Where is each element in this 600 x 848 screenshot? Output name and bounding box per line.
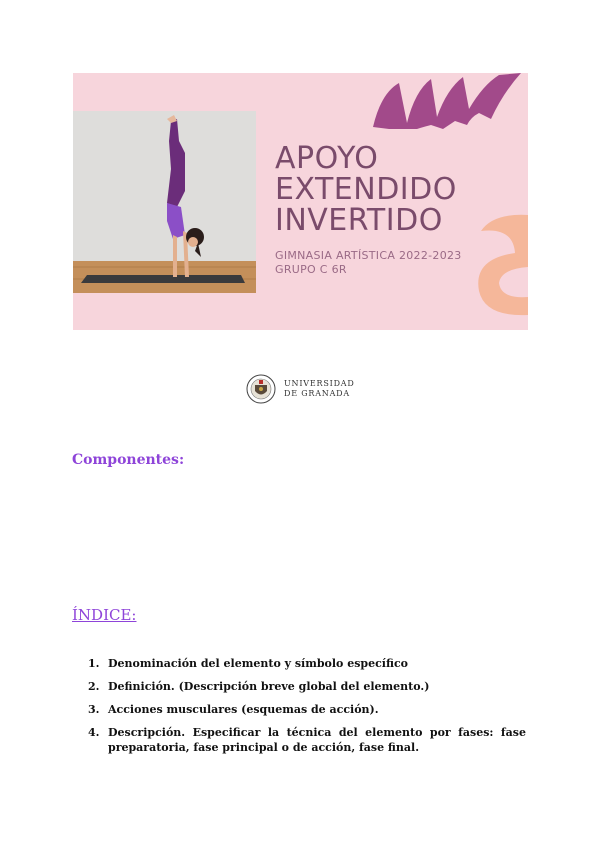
- toc-number: 2.: [88, 680, 100, 693]
- cover-banner: [73, 73, 528, 330]
- curve-decoration: [473, 213, 528, 318]
- cover-title: [275, 143, 457, 236]
- university-logo: [246, 374, 356, 404]
- handstand-photo: [73, 111, 256, 293]
- crest-icon: [246, 374, 276, 404]
- title-line-1: APOYO: [275, 141, 379, 176]
- toc-text: Descripción. Especificar la técnica del elemento por fases: fase preparatoria, fase principal o de acción, fase final.: [108, 726, 526, 754]
- toc-item: [84, 702, 526, 717]
- toc-item: [84, 656, 526, 671]
- toc-text: Denominación del elemento y símbolo específico: [108, 657, 409, 670]
- toc-text: Acciones musculares (esquemas de acción).: [108, 703, 379, 716]
- logo-line-2: DE GRANADA: [284, 389, 350, 398]
- title-line-2: EXTENDIDO: [275, 172, 457, 207]
- components-heading: Componentes:: [72, 452, 185, 468]
- toc-number: 3.: [88, 703, 100, 716]
- brush-stroke-decoration: [371, 73, 528, 129]
- toc-number: 1.: [88, 657, 100, 670]
- title-line-3: INVERTIDO: [275, 203, 443, 238]
- index-heading: ÍNDICE:: [72, 606, 137, 624]
- toc-text: Definición. (Descripción breve global del elemento.): [108, 680, 430, 693]
- toc-number: 4.: [88, 726, 100, 739]
- table-of-contents: [84, 656, 526, 763]
- course-label: GIMNASIA ARTÍSTICA 2022-2023: [275, 249, 462, 262]
- toc-item: [84, 725, 526, 755]
- logo-line-1: UNIVERSIDAD: [284, 379, 355, 388]
- cover-subtitle: [275, 249, 462, 277]
- toc-item: [84, 679, 526, 694]
- group-label: GRUPO C 6R: [275, 263, 347, 276]
